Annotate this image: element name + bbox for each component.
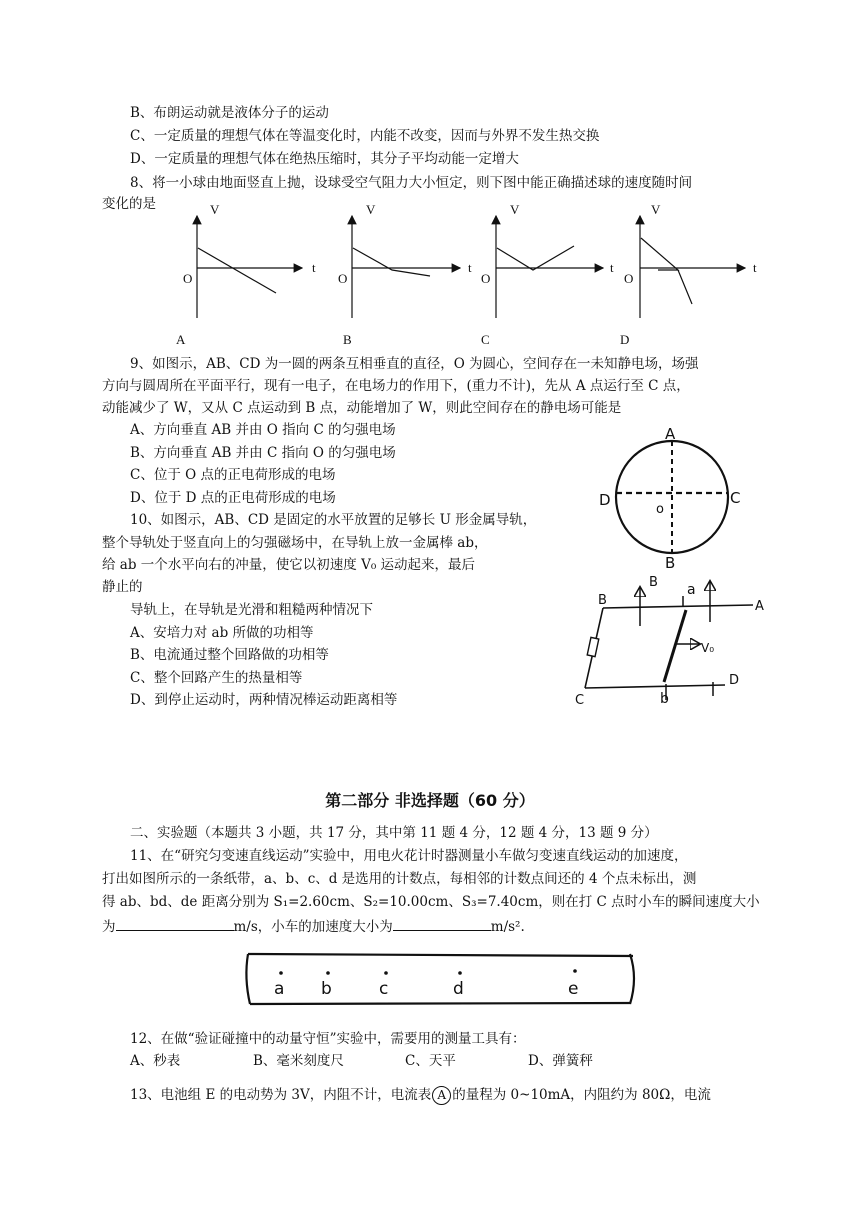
graph-d [620, 202, 757, 347]
q10-option-b: B、电流通过整个回路做的功相等 [130, 647, 329, 663]
graph-a-letter: A [176, 332, 186, 347]
graph-b-curve [353, 248, 430, 276]
graph-c [481, 202, 614, 347]
q10-stem-line5: 导轨上，在导轨是光滑和粗糙两种情况下 [130, 602, 373, 618]
graph-d-origin: O [624, 271, 634, 286]
graph-b-v-label: V [366, 202, 376, 217]
q13-post: 的量程为 0~10mA，内阻约为 80Ω，电流 [452, 1087, 711, 1103]
q10-option-a: A、安培力对 ab 所做的功相等 [130, 625, 314, 641]
tape-point-e [568, 969, 578, 999]
graph-c-t-label: t [610, 260, 614, 275]
q10-stem-line2: 整个导轨处于竖直向上的匀强磁场中，在导轨上放一金属棒 ab， [102, 535, 488, 551]
q9-circle-figure [590, 425, 750, 570]
graph-a-curve [198, 248, 276, 293]
tape-point-d [453, 971, 464, 999]
graph-b-t-label: t [468, 260, 472, 275]
q11-velocity-blank[interactable] [116, 916, 234, 931]
q11-stem-line4 [102, 916, 525, 936]
tape-point-b [321, 971, 332, 999]
svg-text:e: e [568, 979, 579, 999]
q9-label-d: D [599, 491, 611, 509]
q10-label-a: a [687, 582, 696, 598]
svg-text:c: c [379, 979, 389, 999]
graph-d-letter: D [620, 332, 630, 347]
q9-option-a: A、方向垂直 AB 并由 O 指向 C 的匀强电场 [130, 422, 396, 438]
q11-stem-line2: 打出如图所示的一条纸带，a、b、c、d 是选用的计数点，每相邻的计数点间还的 4 个点未标出，测 [102, 871, 697, 887]
q13-pre: 13、电池组 E 的电动势为 3V，内阻不计，电流表 [130, 1087, 432, 1103]
q13-stem [130, 1086, 711, 1105]
graph-c-origin: O [481, 271, 491, 286]
q10-option-d: D、到停止运动时，两种情况棒运动距离相等 [130, 692, 398, 708]
q11-stem-line1: 11、在“研究匀变速直线运动”实验中，用电火花计时器测量小车做匀变速直线运动的加速度， [130, 848, 688, 864]
part2-title: 第二部分 非选择题（60 分） [325, 791, 535, 810]
q10-stem-line4: 静止的 [102, 579, 143, 595]
q9-option-d: D、位于 D 点的正电荷形成的电场 [130, 490, 336, 506]
q9-label-a: A [665, 425, 676, 443]
q10-stem-line1: 10、如图示，AB、CD 是固定的水平放置的足够长 U 形金属导轨， [130, 512, 537, 528]
q11-line4-mid: m/s，小车的加速度大小为 [233, 919, 393, 935]
q9-option-b: B、方向垂直 AB 并由 C 指向 O 的匀强电场 [130, 445, 396, 461]
q11-stem-line3: 得 ab、bd、de 距离分别为 S₁=2.60cm、S₂=10.00cm、S₃=7.40cm，则在打 C 点时小车的瞬间速度大小 [102, 894, 760, 910]
q8-stem-line2: 变化的是 [102, 196, 156, 212]
part2-intro: 二、实验题（本题共 3 小题，共 17 分，其中第 11 题 4 分，12 题 4 分，13 题 9 分） [130, 825, 658, 841]
q10-label-b: b [660, 691, 669, 707]
q12-option-b: B、毫米刻度尺 [253, 1053, 344, 1069]
graph-b-letter: B [343, 332, 352, 347]
svg-text:a: a [274, 979, 285, 999]
q9-label-c: C [730, 489, 741, 507]
q11-line4-pre: 为 [102, 919, 116, 935]
q10-label-v0: V₀ [701, 641, 715, 655]
graph-b [338, 202, 472, 347]
q10-rail-figure [565, 572, 765, 712]
q9-label-b: B [665, 554, 676, 570]
graph-a-t-label: t [312, 260, 316, 275]
q10-label-rail-c: C [575, 693, 585, 708]
q11-paper-tape [238, 948, 648, 1010]
graph-b-origin: O [338, 271, 348, 286]
q12-option-a: A、秒表 [130, 1053, 181, 1069]
q8-graphs [170, 198, 770, 353]
q11-line4-post: m/s². [490, 919, 525, 935]
graph-d-v-label: V [651, 202, 661, 217]
graph-d-t-label: t [753, 260, 757, 275]
q10-label-rail-a: A [755, 599, 764, 614]
svg-text:b: b [321, 979, 332, 999]
graph-a-v-label: V [210, 202, 220, 217]
ammeter-symbol: A [432, 1086, 451, 1105]
q7-option-d: D、一定质量的理想气体在绝热压缩时，其分子平均动能一定增大 [130, 151, 519, 167]
q10-option-c: C、整个回路产生的热量相等 [130, 670, 303, 686]
q7-option-c: C、一定质量的理想气体在等温变化时，内能不改变，因而与外界不发生热交换 [130, 128, 600, 144]
tape-point-a [274, 971, 284, 999]
q11-acceleration-blank[interactable] [393, 916, 491, 931]
q12-option-c: C、天平 [405, 1053, 456, 1069]
q10-label-rail-d: D [729, 673, 740, 688]
graph-d-curve [641, 238, 692, 304]
tape-point-c [379, 971, 388, 999]
q8-stem-line1: 8、将一小球由地面竖直上抛，设球受空气阻力大小恒定，则下图中能正确描述球的速度随时间 [130, 175, 693, 191]
q9-option-c: C、位于 O 点的正电荷形成的电场 [130, 467, 336, 483]
q7-option-b: B、布朗运动就是液体分子的运动 [130, 105, 329, 121]
q9-label-o: o [656, 502, 664, 517]
q9-stem-line3: 动能减少了 W，又从 C 点运动到 B 点，动能增加了 W，则此空间存在的静电场可能是 [102, 400, 622, 416]
graph-c-letter: C [481, 332, 490, 347]
q10-field-label: B [649, 575, 658, 590]
graph-a [176, 202, 316, 347]
q10-label-rail-b: B [598, 593, 607, 608]
q12-option-d: D、弹簧秤 [528, 1053, 593, 1069]
q9-stem-line1: 9、如图示，AB、CD 为一圆的两条互相垂直的直径，O 为圆心，空间存在一未知静电场，场强 [130, 356, 699, 372]
graph-c-curve [497, 246, 574, 270]
svg-text:d: d [453, 979, 464, 999]
graph-a-origin: O [183, 271, 193, 286]
q12-stem: 12、在做“验证碰撞中的动量守恒”实验中，需要用的测量工具有： [130, 1031, 526, 1047]
q9-stem-line2: 方向与圆周所在平面平行，现有一电子，在电场力的作用下，(重力不计)，先从 A 点运行至 C 点， [102, 378, 690, 394]
graph-c-v-label: V [510, 202, 520, 217]
q10-stem-line3: 给 ab 一个水平向右的冲量，使它以初速度 V₀ 运动起来，最后 [102, 557, 476, 573]
